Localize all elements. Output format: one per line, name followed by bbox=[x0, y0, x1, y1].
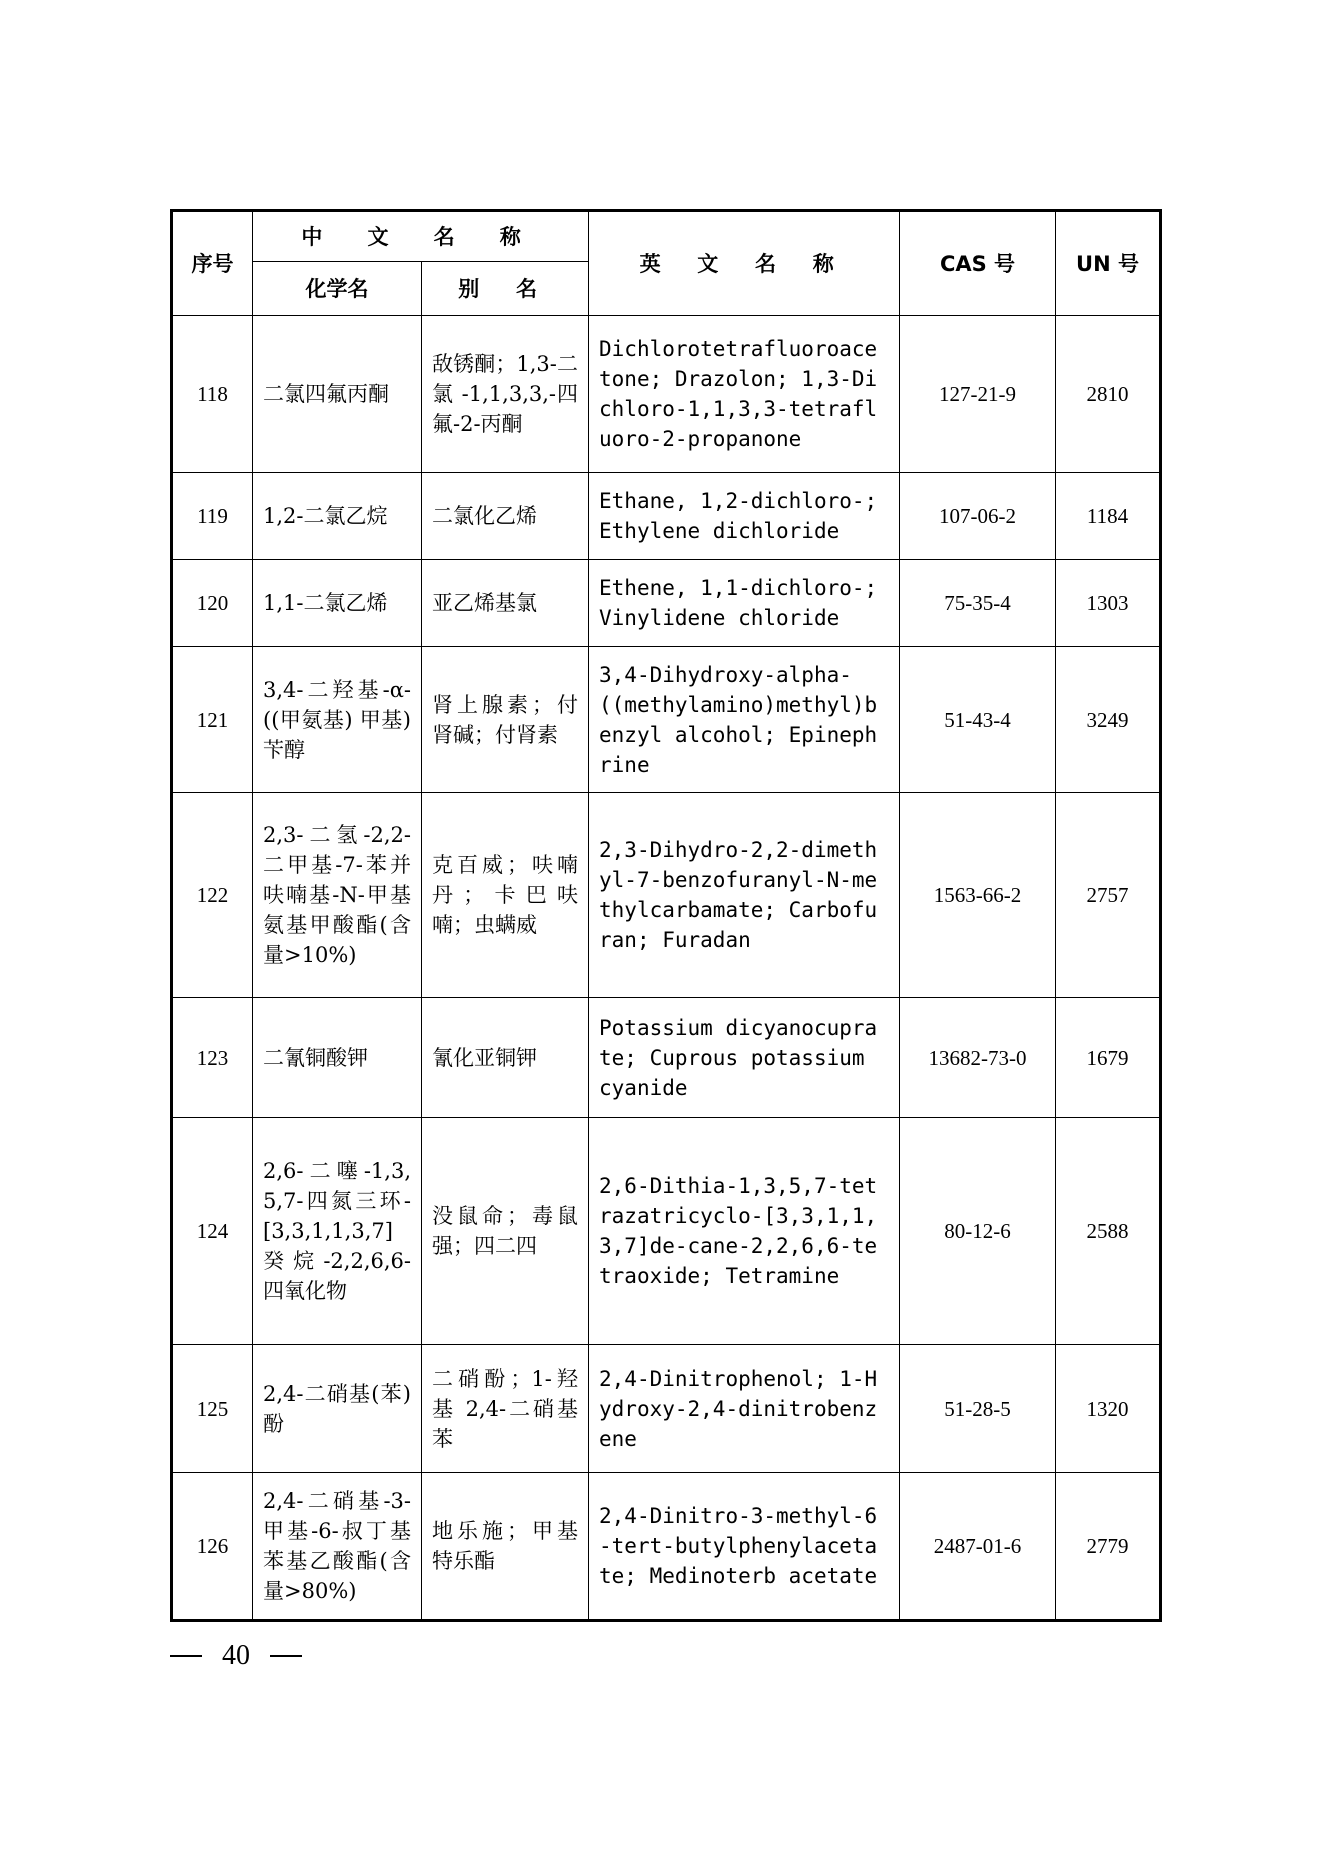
row-seq: 123 bbox=[172, 998, 253, 1118]
row-english-name: Ethane, 1,2-dichloro-; Ethylene dichloride bbox=[589, 473, 900, 560]
header-row-1 bbox=[172, 211, 1161, 262]
row-un: 2757 bbox=[1056, 793, 1161, 998]
row-seq: 118 bbox=[172, 316, 253, 473]
row-cas: 107-06-2 bbox=[900, 473, 1056, 560]
row-seq: 126 bbox=[172, 1473, 253, 1621]
row-cas: 80-12-6 bbox=[900, 1118, 1056, 1345]
row-english-name: 2,4-Dinitrophenol; 1-Hydroxy-2,4-dinitrobenzene bbox=[589, 1345, 900, 1473]
table-row bbox=[172, 647, 1161, 793]
row-english-name: 2,6-Dithia-1,3,5,7-tetrazatricyclo-[3,3,1,1,3,7]de-cane-2,2,6,6-tetraoxide; Tetramine bbox=[589, 1118, 900, 1345]
row-un: 1679 bbox=[1056, 998, 1161, 1118]
header-english-name: 英 文 名 称 bbox=[589, 211, 900, 316]
row-cas: 1563-66-2 bbox=[900, 793, 1056, 998]
row-cas: 51-28-5 bbox=[900, 1345, 1056, 1473]
row-alias: 克百威；呋喃丹；卡巴呋喃；虫螨威 bbox=[422, 793, 589, 998]
row-chemical-name: 2,4-二硝基(苯)酚 bbox=[253, 1345, 422, 1473]
row-un: 2810 bbox=[1056, 316, 1161, 473]
row-un: 1320 bbox=[1056, 1345, 1161, 1473]
table-row bbox=[172, 998, 1161, 1118]
row-seq: 122 bbox=[172, 793, 253, 998]
row-english-name: Dichlorotetrafluoroacetone; Drazolon; 1,3-Dichloro-1,1,3,3-tetrafluoro-2-propanone bbox=[589, 316, 900, 473]
row-un: 1303 bbox=[1056, 560, 1161, 647]
row-alias: 地乐施；甲基特乐酯 bbox=[422, 1473, 589, 1621]
row-chemical-name: 1,1-二氯乙烯 bbox=[253, 560, 422, 647]
page-number: 40 bbox=[222, 1640, 250, 1671]
row-english-name: Potassium dicyanocuprate; Cuprous potassium cyanide bbox=[589, 998, 900, 1118]
row-chemical-name: 1,2-二氯乙烷 bbox=[253, 473, 422, 560]
table-row bbox=[172, 1473, 1161, 1621]
table-row bbox=[172, 793, 1161, 998]
row-cas: 75-35-4 bbox=[900, 560, 1056, 647]
row-seq: 124 bbox=[172, 1118, 253, 1345]
row-chemical-name: 二氯四氟丙酮 bbox=[253, 316, 422, 473]
row-alias: 二硝酚；1-羟基 2,4-二硝基苯 bbox=[422, 1345, 589, 1473]
page-dash-left bbox=[170, 1655, 202, 1657]
table-row bbox=[172, 1345, 1161, 1473]
row-seq: 125 bbox=[172, 1345, 253, 1473]
row-chemical-name: 2,6-二噻-1,3,5,7-四氮三环-[3,3,1,1,3,7]癸烷-2,2,6,6-四氧化物 bbox=[253, 1118, 422, 1345]
row-cas: 127-21-9 bbox=[900, 316, 1056, 473]
row-seq: 120 bbox=[172, 560, 253, 647]
row-english-name: Ethene, 1,1-dichloro-; Vinylidene chloride bbox=[589, 560, 900, 647]
table-row bbox=[172, 473, 1161, 560]
page-dash-right bbox=[270, 1655, 302, 1657]
table-row bbox=[172, 316, 1161, 473]
row-cas: 51-43-4 bbox=[900, 647, 1056, 793]
row-un: 2588 bbox=[1056, 1118, 1161, 1345]
row-chemical-name: 3,4-二羟基-α-((甲氨基) 甲基)苄醇 bbox=[253, 647, 422, 793]
header-alias: 别 名 bbox=[422, 262, 589, 316]
row-english-name: 2,4-Dinitro-3-methyl-6-tert-butylphenylacetate; Medinoterb acetate bbox=[589, 1473, 900, 1621]
header-chemical-name: 化学名 bbox=[253, 262, 422, 316]
row-seq: 121 bbox=[172, 647, 253, 793]
header-cas: CAS 号 bbox=[900, 211, 1056, 316]
row-chemical-name: 2,3-二氢-2,2-二甲基-7-苯并呋喃基-N-甲基氨基甲酸酯(含量>10%) bbox=[253, 793, 422, 998]
row-cas: 13682-73-0 bbox=[900, 998, 1056, 1118]
chemicals-table bbox=[170, 209, 1162, 1622]
row-alias: 没鼠命；毒鼠强；四二四 bbox=[422, 1118, 589, 1345]
row-un: 1184 bbox=[1056, 473, 1161, 560]
page-footer bbox=[170, 1640, 322, 1672]
row-alias: 敌锈酮；1,3-二氯 -1,1,3,3,-四氟-2-丙酮 bbox=[422, 316, 589, 473]
row-un: 3249 bbox=[1056, 647, 1161, 793]
row-alias: 氰化亚铜钾 bbox=[422, 998, 589, 1118]
header-un: UN 号 bbox=[1056, 211, 1161, 316]
row-alias: 肾上腺素；付肾碱；付肾素 bbox=[422, 647, 589, 793]
table-row bbox=[172, 1118, 1161, 1345]
table-row bbox=[172, 560, 1161, 647]
row-english-name: 2,3-Dihydro-2,2-dimethyl-7-benzofuranyl-N-methylcarbamate; Carbofuran; Furadan bbox=[589, 793, 900, 998]
header-chinese-name: 中 文 名 称 bbox=[253, 211, 589, 262]
row-seq: 119 bbox=[172, 473, 253, 560]
row-english-name: 3,4-Dihydroxy-alpha-((methylamino)methyl)benzyl alcohol; Epinephrine bbox=[589, 647, 900, 793]
row-alias: 亚乙烯基氯 bbox=[422, 560, 589, 647]
row-cas: 2487-01-6 bbox=[900, 1473, 1056, 1621]
row-chemical-name: 2,4-二硝基-3-甲基-6-叔丁基苯基乙酸酯(含量>80%) bbox=[253, 1473, 422, 1621]
row-chemical-name: 二氰铜酸钾 bbox=[253, 998, 422, 1118]
header-seq: 序号 bbox=[172, 211, 253, 316]
row-un: 2779 bbox=[1056, 1473, 1161, 1621]
row-alias: 二氯化乙烯 bbox=[422, 473, 589, 560]
